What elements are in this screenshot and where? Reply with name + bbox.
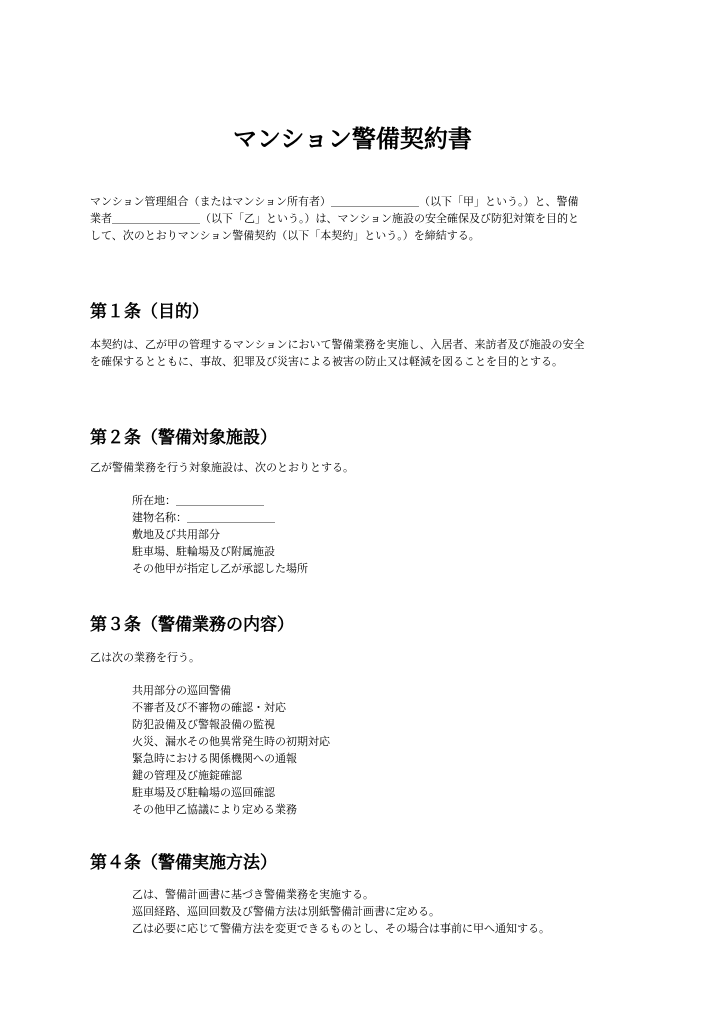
preamble-line: して、次のとおりマンション警備契約（以下「本契約」という。）を締結する。 [90,229,480,242]
article-3-item: 火災、漏水その他異常発生時の初期対応 [132,735,330,748]
article-3-item: 防犯設備及び警報設備の監視 [132,718,275,731]
article-2-item: 駐車場、駐輪場及び附属施設 [132,545,275,558]
article-2-item: その他甲が指定し乙が承認した場所 [132,562,308,575]
article-3-item: 駐車場及び駐輪場の巡回確認 [132,786,275,799]
document-title: マンション警備契約書 [233,125,472,153]
article-4-item: 乙は、警備計画書に基づき警備業務を実施する。 [132,888,374,901]
article-2-item: 所在地：＿＿＿＿＿＿＿＿ [132,494,264,507]
article-3-heading: 第３条（警備業務の内容） [90,615,294,635]
article-2-intro: 乙が警備業務を行う対象施設は、次のとおりとする。 [90,461,354,474]
article-4-heading: 第４条（警備実施方法） [90,853,277,873]
article-3-item: 不審者及び不審物の確認・対応 [132,701,286,714]
article-1-heading: 第１条（目的） [90,302,209,322]
article-3-item: 緊急時における関係機関への通報 [132,752,297,765]
article-3-item: 鍵の管理及び施錠確認 [132,769,242,782]
article-2-item: 敷地及び共用部分 [132,528,220,541]
article-3-item: 共用部分の巡回警備 [132,684,231,697]
article-1-body-line: 本契約は、乙が甲の管理するマンションにおいて警備業務を実施し、入居者、来訪者及び施設の安全 [90,338,585,351]
article-4-item: 乙は必要に応じて警備方法を変更できるものとし、その場合は事前に甲へ通知する。 [132,922,550,935]
article-3-intro: 乙は次の業務を行う。 [90,651,200,664]
preamble-line: マンション管理組合（またはマンション所有者）＿＿＿＿＿＿＿＿（以下「甲」という。）と、警備 [90,195,579,208]
article-2-heading: 第２条（警備対象施設） [90,428,277,448]
article-3-item: その他甲乙協議により定める業務 [132,803,297,816]
preamble-line: 業者＿＿＿＿＿＿＿＿（以下「乙」という。）は、マンション施設の安全確保及び防犯対策を目的と [90,212,580,225]
article-2-item: 建物名称：＿＿＿＿＿＿＿＿ [132,511,275,524]
article-1-body-line: を確保するとともに、事故、犯罪及び災害による被害の防止又は軽減を図ることを目的とする。 [90,355,563,368]
article-4-item: 巡回経路、巡回回数及び警備方法は別紙警備計画書に定める。 [132,905,440,918]
